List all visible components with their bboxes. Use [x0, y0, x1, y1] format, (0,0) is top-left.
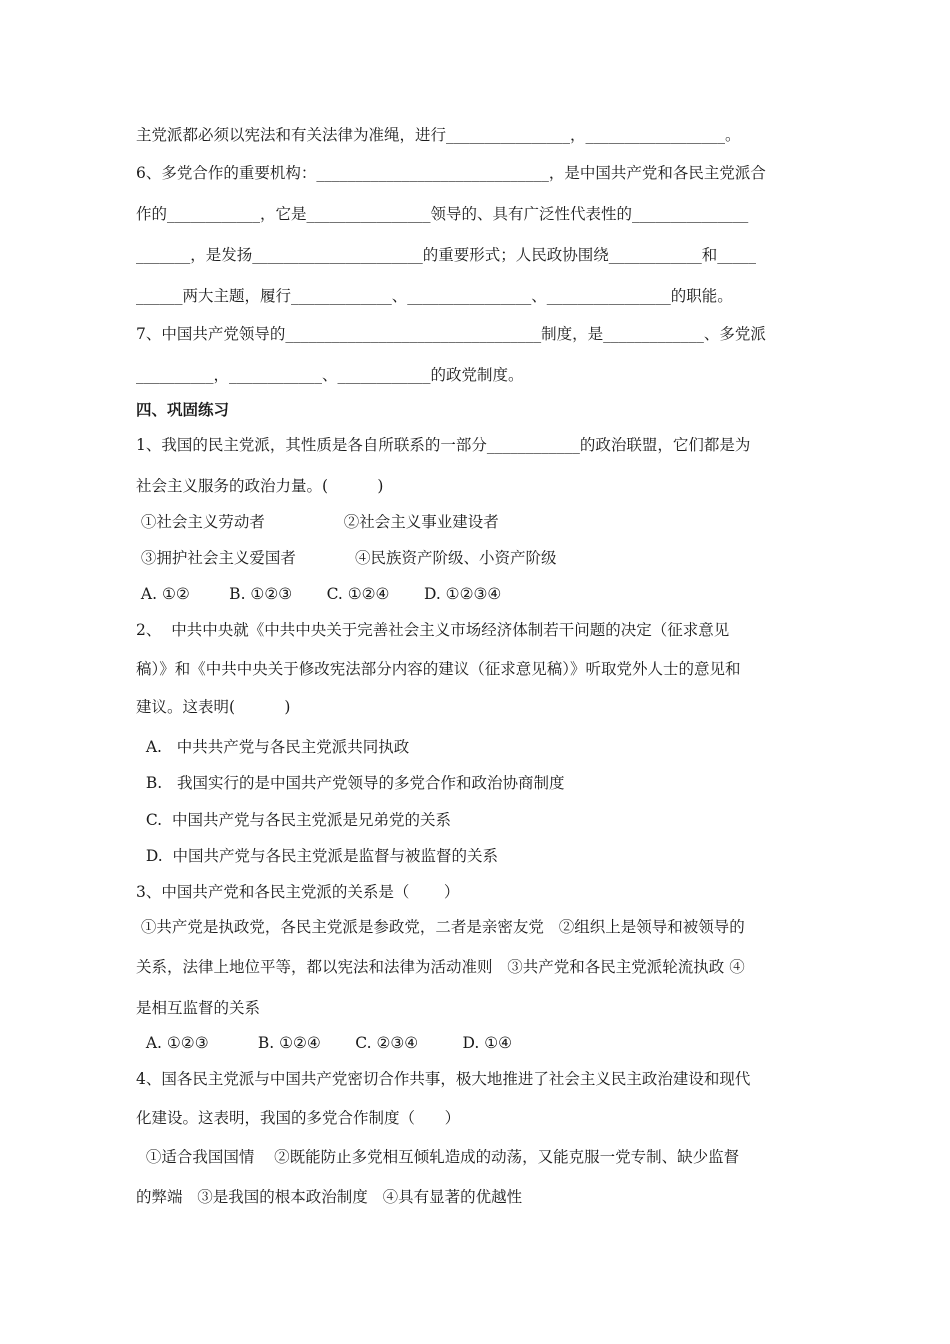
choice-d: D. 中国共产党与各民主党派是监督与被监督的关系 [136, 847, 499, 865]
question-7: 7、中国共产党领导的_________________________________制度，是_____________、多党派 [136, 325, 766, 343]
text-line: 是相互监督的关系 [136, 999, 261, 1017]
answer-choices: A. ①②③ B. ①②④ C. ②③④ D. ①④ [136, 1034, 512, 1052]
text-line: 社会主义服务的政治力量。( ) [136, 477, 384, 495]
text-line: _______，是发扬______________________的重要形式；人民政协围绕____________和_____ [136, 246, 757, 264]
exercise-1: 1、我国的民主党派，其性质是各自所联系的一部分____________的政治联盟，它们都是为 [136, 436, 751, 454]
text-line: 化建设。这表明，我国的多党合作制度（ ） [136, 1109, 461, 1127]
answer-choices: A. ①② B. ①②③ C. ①②④ D. ①②③④ [136, 585, 502, 603]
text-line: 主党派都必须以宪法和有关法律为准绳，进行________________，__________________。 [136, 126, 741, 144]
choice-b: B. 我国实行的是中国共产党领导的多党合作和政治协商制度 [136, 774, 565, 792]
choice-a: A. 中共共产党与各民主党派共同执政 [136, 738, 410, 756]
question-6: 6、多党合作的重要机构：______________________________，是中国共产党和各民主党派合 [136, 164, 766, 182]
option-line: ①社会主义劳动者 ②社会主义事业建设者 [136, 513, 499, 531]
text-line: 建议。这表明( ) [136, 698, 291, 716]
exercise-2: 2、 中共中央就《中共中央关于完善社会主义市场经济体制若干问题的决定（征求意见 [136, 621, 730, 639]
exercise-4: 4、国各民主党派与中国共产党密切合作共事，极大地推进了社会主义民主政治建设和现代 [136, 1070, 751, 1088]
option-line: ①共产党是执政党，各民主党派是参政党，二者是亲密友党 ②组织上是领导和被领导的 [136, 918, 745, 936]
text-line: __________，____________、____________的政党制度。 [136, 366, 524, 384]
text-line: 作的____________，它是________________领导的、具有广泛性代表性的_______________ [136, 205, 749, 223]
text-line: 的弊端 ③是我国的根本政治制度 ④具有显著的优越性 [136, 1188, 523, 1206]
text-line: 稿）》和《中共中央关于修改宪法部分内容的建议（征求意见稿）》听取党外人士的意见和 [136, 660, 741, 678]
option-line: ③拥护社会主义爱国者 ④民族资产阶级、小资产阶级 [136, 549, 557, 567]
text-line: 关系，法律上地位平等，都以宪法和法律为活动准则 ③共产党和各民主党派轮流执政 ④ [136, 958, 745, 976]
section-heading: 四、巩固练习 [136, 401, 230, 419]
option-line: ①适合我国国情 ②既能防止多党相互倾轧造成的动荡，又能克服一党专制、缺少监督 [136, 1148, 740, 1166]
exercise-3: 3、中国共产党和各民主党派的关系是（ ） [136, 883, 460, 901]
text-line: ______两大主题，履行_____________、________________、________________的职能。 [136, 287, 733, 305]
choice-c: C. 中国共产党与各民主党派是兄弟党的关系 [136, 811, 451, 829]
